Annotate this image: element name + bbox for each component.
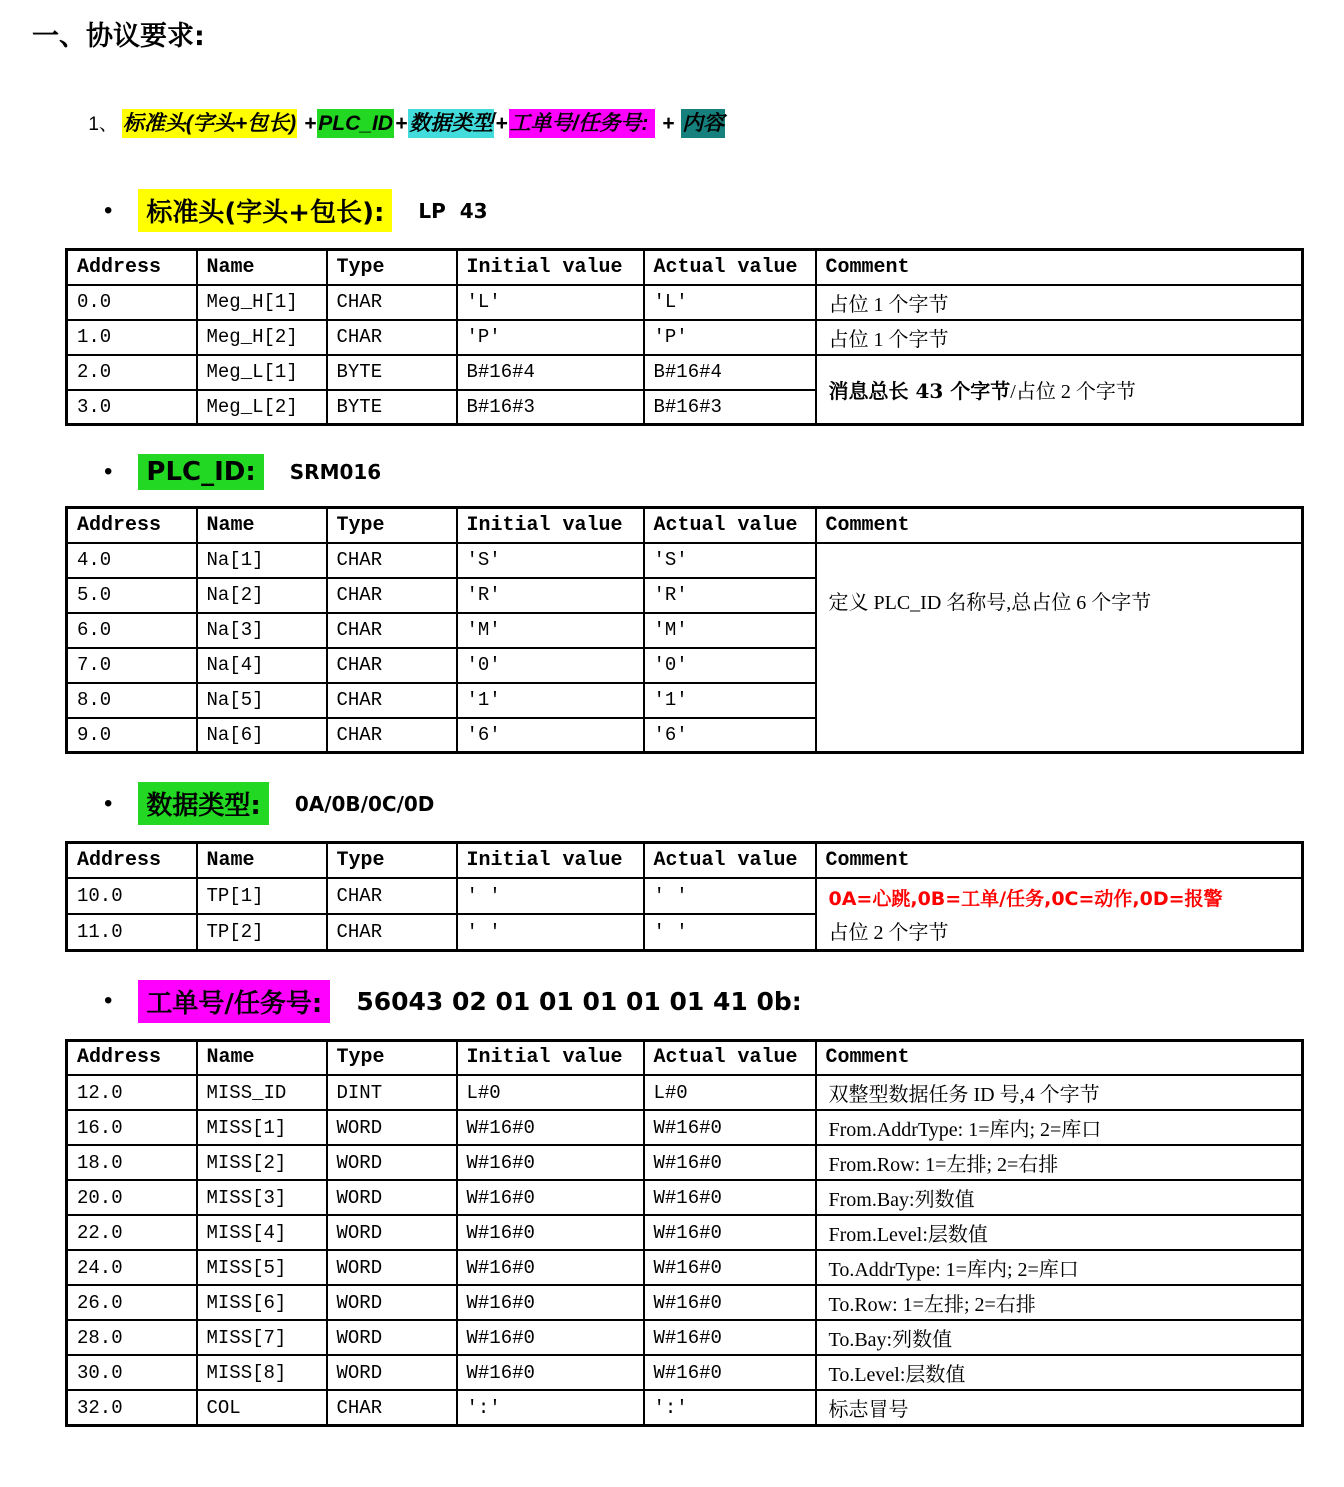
formula-plus: + bbox=[656, 112, 681, 135]
cell-name: MISS[6] bbox=[197, 1285, 327, 1320]
cell-initial-value: W#16#0 bbox=[457, 1215, 644, 1250]
bullet-line-data-type bbox=[104, 782, 1304, 825]
cell-name: MISS[3] bbox=[197, 1180, 327, 1215]
cell-initial-value: 'R' bbox=[457, 578, 644, 613]
cell-name: Meg_H[2] bbox=[197, 320, 327, 355]
cell-comment: To.Level:层数值 bbox=[816, 1355, 1303, 1390]
section-heading-order-task-number: 工单号/任务号: bbox=[138, 980, 330, 1023]
bullet-line-plc-id bbox=[104, 454, 1304, 490]
cell-initial-value: ' ' bbox=[457, 878, 644, 914]
cell-comment: To.Row: 1=左排; 2=右排 bbox=[816, 1285, 1303, 1320]
cell-type: BYTE bbox=[327, 355, 457, 390]
cell-comment: 占位 1 个字节 bbox=[816, 320, 1303, 355]
cell-initial-value: 'P' bbox=[457, 320, 644, 355]
cell-actual-value: B#16#3 bbox=[644, 390, 816, 425]
section-standard-header bbox=[32, 189, 1304, 426]
cell-type: WORD bbox=[327, 1355, 457, 1390]
cell-comment: 定义 PLC_ID 名称号,总占位 6 个字节 bbox=[816, 543, 1303, 753]
cell-actual-value: W#16#0 bbox=[644, 1355, 816, 1390]
table-row bbox=[67, 1390, 1303, 1426]
column-header-type: Type bbox=[327, 508, 457, 543]
section-heading-plc-id: PLC_ID: bbox=[138, 454, 263, 490]
table-row bbox=[67, 1355, 1303, 1390]
cell-address: 22.0 bbox=[67, 1215, 197, 1250]
cell-actual-value: ' ' bbox=[644, 914, 816, 950]
cell-type: CHAR bbox=[327, 320, 457, 355]
cell-initial-value: '0' bbox=[457, 648, 644, 683]
cell-initial-value: 'M' bbox=[457, 613, 644, 648]
cell-name: MISS[5] bbox=[197, 1250, 327, 1285]
section-value-plc-id: SRM016 bbox=[289, 460, 382, 484]
formula-segments bbox=[122, 109, 725, 138]
cell-initial-value: '6' bbox=[457, 718, 644, 753]
protocol-table-plc-id bbox=[65, 506, 1304, 754]
bullet-line-standard-header bbox=[104, 189, 1304, 232]
cell-initial-value: '1' bbox=[457, 683, 644, 718]
cell-type: WORD bbox=[327, 1180, 457, 1215]
column-header-name: Name bbox=[197, 250, 327, 285]
table-row bbox=[67, 1145, 1303, 1180]
cell-name: Na[3] bbox=[197, 613, 327, 648]
bullet-marker: • bbox=[104, 458, 113, 485]
cell-actual-value: '6' bbox=[644, 718, 816, 753]
cell-actual-value: '0' bbox=[644, 648, 816, 683]
section-order-task-number bbox=[32, 980, 1304, 1428]
cell-address: 6.0 bbox=[67, 613, 197, 648]
cell-initial-value: W#16#0 bbox=[457, 1355, 644, 1390]
column-header-initial-value: Initial value bbox=[457, 508, 644, 543]
cell-type: WORD bbox=[327, 1320, 457, 1355]
section-plc-id bbox=[32, 454, 1304, 754]
table-row bbox=[67, 1110, 1303, 1145]
cell-actual-value: 'R' bbox=[644, 578, 816, 613]
cell-initial-value: W#16#0 bbox=[457, 1250, 644, 1285]
cell-type: CHAR bbox=[327, 285, 457, 320]
comment-text: 占位 2 个字节 bbox=[828, 921, 949, 944]
section-data-type bbox=[32, 782, 1304, 952]
column-header-actual-value: Actual value bbox=[644, 508, 816, 543]
table-row bbox=[67, 1285, 1303, 1320]
section-heading-standard-header: 标准头(字头+包长): bbox=[138, 189, 392, 232]
cell-comment bbox=[816, 878, 1303, 951]
cell-address: 3.0 bbox=[67, 390, 197, 425]
cell-type: CHAR bbox=[327, 578, 457, 613]
protocol-table-standard-header bbox=[65, 248, 1304, 426]
cell-initial-value: 'S' bbox=[457, 543, 644, 578]
cell-initial-value: W#16#0 bbox=[457, 1110, 644, 1145]
cell-type: CHAR bbox=[327, 543, 457, 578]
formula-segment-magenta: 工单号/任务号: bbox=[509, 109, 656, 138]
cell-type: WORD bbox=[327, 1215, 457, 1250]
cell-name: Meg_H[1] bbox=[197, 285, 327, 320]
cell-actual-value: W#16#0 bbox=[644, 1320, 816, 1355]
cell-initial-value: ' ' bbox=[457, 914, 644, 950]
cell-comment: From.AddrType: 1=库内; 2=库口 bbox=[816, 1110, 1303, 1145]
cell-address: 9.0 bbox=[67, 718, 197, 753]
cell-initial-value: 'L' bbox=[457, 285, 644, 320]
cell-initial-value: W#16#0 bbox=[457, 1320, 644, 1355]
bullet-marker: • bbox=[104, 789, 113, 817]
cell-name: MISS[8] bbox=[197, 1355, 327, 1390]
cell-name: Na[6] bbox=[197, 718, 327, 753]
formula-plus: + bbox=[495, 112, 508, 135]
column-header-initial-value: Initial value bbox=[457, 250, 644, 285]
formula-segment-yellow: 标准头(字头+包长) bbox=[122, 109, 297, 138]
cell-actual-value: W#16#0 bbox=[644, 1110, 816, 1145]
formula-segment-cyan: 数据类型 bbox=[408, 109, 494, 138]
cell-name: Na[5] bbox=[197, 683, 327, 718]
table-header-row bbox=[67, 1040, 1303, 1075]
cell-initial-value: B#16#4 bbox=[457, 355, 644, 390]
cell-type: CHAR bbox=[327, 1390, 457, 1426]
page-title: 一、协议要求: bbox=[32, 21, 205, 52]
column-header-name: Name bbox=[197, 508, 327, 543]
table-row bbox=[67, 1250, 1303, 1285]
cell-type: CHAR bbox=[327, 648, 457, 683]
table-row bbox=[67, 285, 1303, 320]
cell-type: WORD bbox=[327, 1250, 457, 1285]
protocol-table-data-type bbox=[65, 841, 1304, 952]
cell-actual-value: W#16#0 bbox=[644, 1180, 816, 1215]
cell-comment: To.Bay:列数值 bbox=[816, 1320, 1303, 1355]
bullet-marker: • bbox=[104, 987, 113, 1014]
comment-text: /占位 2 个字节 bbox=[1010, 380, 1136, 403]
column-header-comment: Comment bbox=[816, 1040, 1303, 1075]
cell-type: CHAR bbox=[327, 718, 457, 753]
column-header-address: Address bbox=[67, 1040, 197, 1075]
cell-address: 12.0 bbox=[67, 1075, 197, 1110]
cell-address: 24.0 bbox=[67, 1250, 197, 1285]
table-row bbox=[67, 1180, 1303, 1215]
table-header-row bbox=[67, 843, 1303, 878]
cell-name: MISS[4] bbox=[197, 1215, 327, 1250]
cell-address: 18.0 bbox=[67, 1145, 197, 1180]
section-value-data-type: 0A/0B/0C/0D bbox=[294, 791, 435, 816]
column-header-type: Type bbox=[327, 250, 457, 285]
cell-type: BYTE bbox=[327, 390, 457, 425]
cell-initial-value: L#0 bbox=[457, 1075, 644, 1110]
cell-address: 8.0 bbox=[67, 683, 197, 718]
column-header-actual-value: Actual value bbox=[644, 843, 816, 878]
cell-actual-value: L#0 bbox=[644, 1075, 816, 1110]
table-row bbox=[67, 320, 1303, 355]
cell-actual-value: ':' bbox=[644, 1390, 816, 1426]
table-row bbox=[67, 1075, 1303, 1110]
cell-actual-value: 'L' bbox=[644, 285, 816, 320]
cell-comment: From.Row: 1=左排; 2=右排 bbox=[816, 1145, 1303, 1180]
bullet-line-order-task-number bbox=[104, 980, 1304, 1023]
cell-address: 32.0 bbox=[67, 1390, 197, 1426]
cell-address: 10.0 bbox=[67, 878, 197, 914]
column-header-address: Address bbox=[67, 508, 197, 543]
bullet-marker: • bbox=[104, 196, 113, 224]
cell-address: 26.0 bbox=[67, 1285, 197, 1320]
formula-segment-teal: 内容 bbox=[681, 109, 725, 138]
cell-initial-value: W#16#0 bbox=[457, 1145, 644, 1180]
column-header-initial-value: Initial value bbox=[457, 1040, 644, 1075]
cell-name: TP[1] bbox=[197, 878, 327, 914]
table-header-row bbox=[67, 508, 1303, 543]
column-header-comment: Comment bbox=[816, 250, 1303, 285]
column-header-initial-value: Initial value bbox=[457, 843, 644, 878]
table-header-row bbox=[67, 250, 1303, 285]
cell-actual-value: W#16#0 bbox=[644, 1215, 816, 1250]
cell-address: 7.0 bbox=[67, 648, 197, 683]
cell-address: 2.0 bbox=[67, 355, 197, 390]
cell-initial-value: ':' bbox=[457, 1390, 644, 1426]
protocol-formula bbox=[65, 83, 1304, 161]
column-header-comment: Comment bbox=[816, 508, 1303, 543]
cell-actual-value: ' ' bbox=[644, 878, 816, 914]
cell-name: Na[2] bbox=[197, 578, 327, 613]
cell-address: 28.0 bbox=[67, 1320, 197, 1355]
cell-initial-value: W#16#0 bbox=[457, 1285, 644, 1320]
cell-name: TP[2] bbox=[197, 914, 327, 950]
cell-address: 1.0 bbox=[67, 320, 197, 355]
cell-comment: 占位 1 个字节 bbox=[816, 285, 1303, 320]
column-header-actual-value: Actual value bbox=[644, 250, 816, 285]
comment-bold-text: 消息总长 43 个字节 bbox=[828, 378, 1011, 403]
column-header-name: Name bbox=[197, 843, 327, 878]
cell-name: MISS[2] bbox=[197, 1145, 327, 1180]
cell-type: WORD bbox=[327, 1285, 457, 1320]
cell-type: CHAR bbox=[327, 613, 457, 648]
column-header-comment: Comment bbox=[816, 843, 1303, 878]
formula-plus: + bbox=[298, 112, 317, 135]
cell-type: CHAR bbox=[327, 878, 457, 914]
cell-address: 20.0 bbox=[67, 1180, 197, 1215]
cell-name: MISS[7] bbox=[197, 1320, 327, 1355]
cell-address: 0.0 bbox=[67, 285, 197, 320]
table-row bbox=[67, 543, 1303, 578]
cell-initial-value: B#16#3 bbox=[457, 390, 644, 425]
cell-actual-value: 'P' bbox=[644, 320, 816, 355]
cell-name: COL bbox=[197, 1390, 327, 1426]
cell-actual-value: 'M' bbox=[644, 613, 816, 648]
comment-red-text: 0A=心跳,0B=工单/任务,0C=动作,0D=报警 bbox=[828, 887, 1223, 910]
section-value-standard-header: LP 43 bbox=[418, 198, 488, 223]
formula-segment-green: PLC_ID bbox=[317, 109, 394, 138]
cell-comment: To.AddrType: 1=库内; 2=库口 bbox=[816, 1250, 1303, 1285]
column-header-address: Address bbox=[67, 843, 197, 878]
sections bbox=[32, 189, 1304, 1427]
table-row bbox=[67, 1215, 1303, 1250]
cell-name: Na[4] bbox=[197, 648, 327, 683]
column-header-type: Type bbox=[327, 843, 457, 878]
cell-type: WORD bbox=[327, 1145, 457, 1180]
cell-actual-value: '1' bbox=[644, 683, 816, 718]
cell-comment: 标志冒号 bbox=[816, 1390, 1303, 1426]
cell-name: MISS_ID bbox=[197, 1075, 327, 1110]
cell-address: 4.0 bbox=[67, 543, 197, 578]
column-header-name: Name bbox=[197, 1040, 327, 1075]
column-header-actual-value: Actual value bbox=[644, 1040, 816, 1075]
cell-actual-value: 'S' bbox=[644, 543, 816, 578]
cell-comment: From.Bay:列数值 bbox=[816, 1180, 1303, 1215]
cell-name: Na[1] bbox=[197, 543, 327, 578]
cell-type: WORD bbox=[327, 1110, 457, 1145]
formula-prefix: 1、 bbox=[88, 114, 118, 135]
cell-comment: From.Level:层数值 bbox=[816, 1215, 1303, 1250]
table-row bbox=[67, 1320, 1303, 1355]
section-value-order-task-number: 56043 02 01 01 01 01 01 41 0b: bbox=[356, 986, 802, 1016]
cell-address: 5.0 bbox=[67, 578, 197, 613]
cell-comment bbox=[816, 355, 1303, 425]
cell-actual-value: B#16#4 bbox=[644, 355, 816, 390]
section-heading-data-type: 数据类型: bbox=[138, 782, 268, 825]
cell-actual-value: W#16#0 bbox=[644, 1145, 816, 1180]
table-row bbox=[67, 878, 1303, 914]
cell-address: 11.0 bbox=[67, 914, 197, 950]
cell-type: CHAR bbox=[327, 914, 457, 950]
cell-address: 30.0 bbox=[67, 1355, 197, 1390]
cell-type: CHAR bbox=[327, 683, 457, 718]
formula-plus: + bbox=[394, 112, 408, 135]
cell-actual-value: W#16#0 bbox=[644, 1250, 816, 1285]
cell-name: Meg_L[1] bbox=[197, 355, 327, 390]
cell-actual-value: W#16#0 bbox=[644, 1285, 816, 1320]
cell-initial-value: W#16#0 bbox=[457, 1180, 644, 1215]
cell-name: MISS[1] bbox=[197, 1110, 327, 1145]
cell-comment: 双整型数据任务 ID 号,4 个字节 bbox=[816, 1075, 1303, 1110]
table-row bbox=[67, 355, 1303, 390]
cell-address: 16.0 bbox=[67, 1110, 197, 1145]
cell-type: DINT bbox=[327, 1075, 457, 1110]
column-header-address: Address bbox=[67, 250, 197, 285]
cell-name: Meg_L[2] bbox=[197, 390, 327, 425]
protocol-table-order-task-number bbox=[65, 1039, 1304, 1428]
column-header-type: Type bbox=[327, 1040, 457, 1075]
